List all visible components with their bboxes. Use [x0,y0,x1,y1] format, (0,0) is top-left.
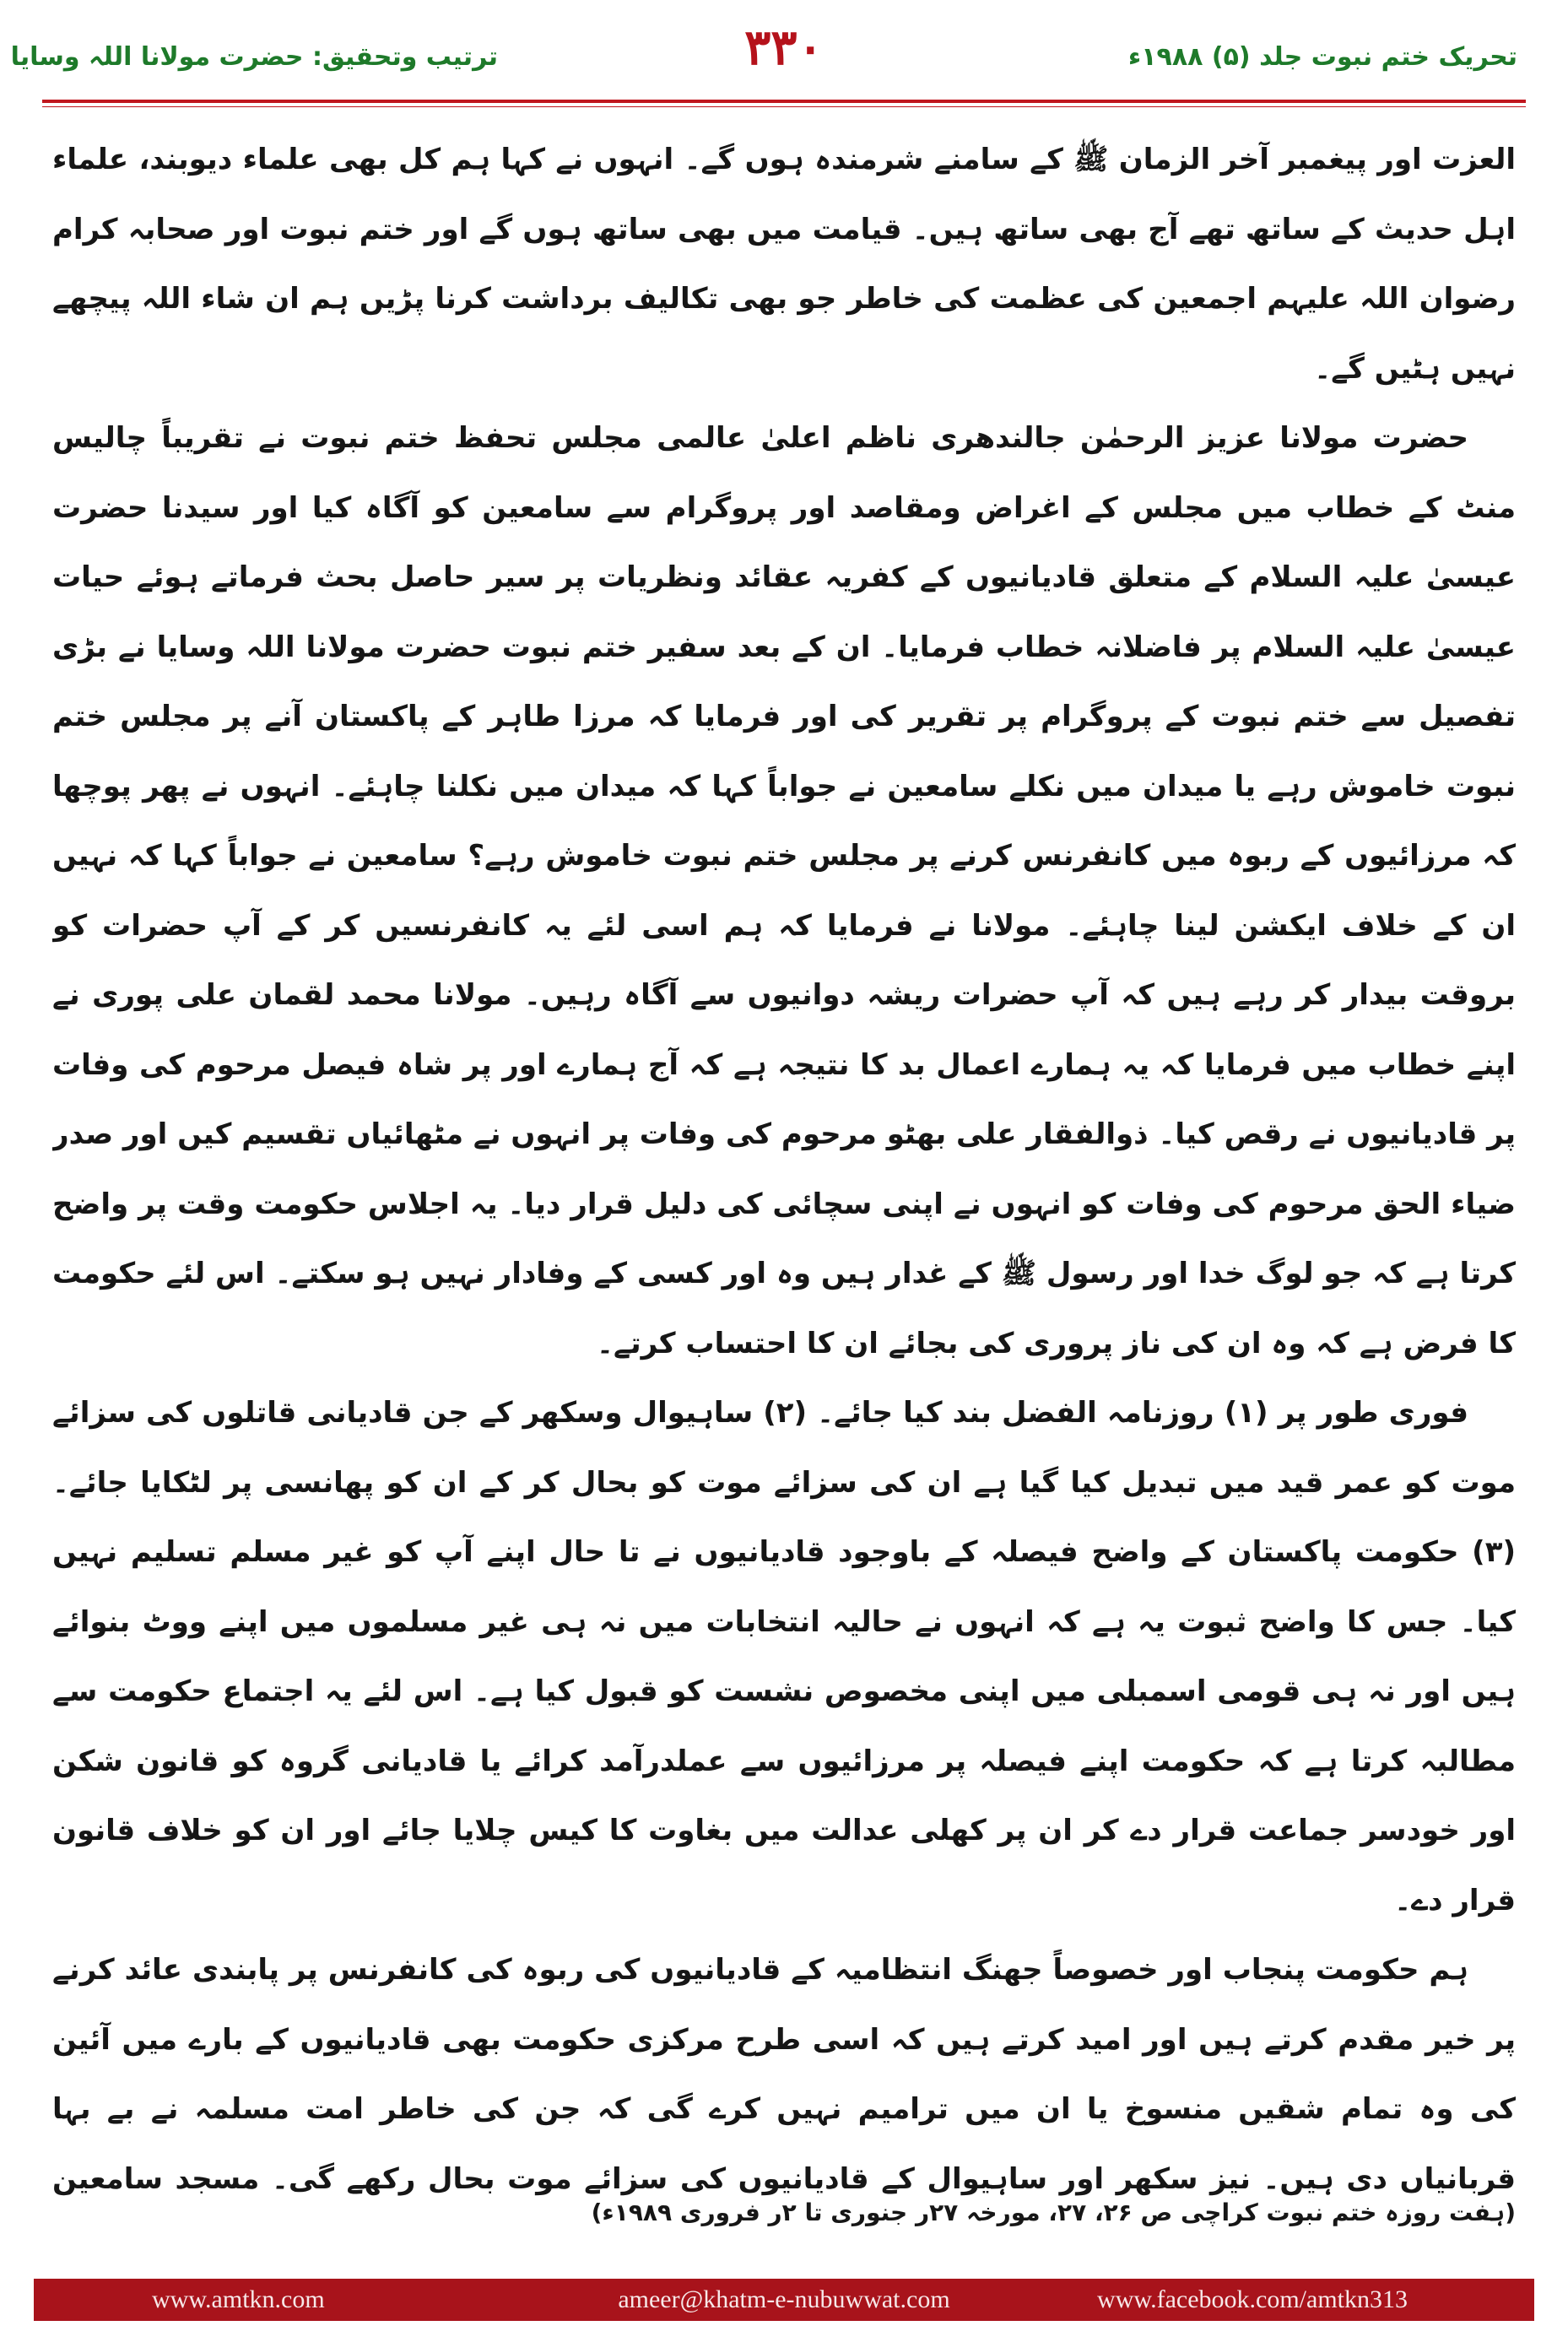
paragraph-3: فوری طور پر (۱) روزنامہ الفضل بند کیا جائے۔ (۲) ساہیوال وسکھر کے جن قادیانی قاتلوں کی سزائے موت کو عمر قید میں تبدیل کیا گیا ہے ان کی سزائے موت کو بحال کر کے ان کو پھانسی پر لٹکایا جائے۔ (۳) حکومت پاکستان کے واضح فیصلہ کے باوجود قادیانیوں نے تا حال اپنے آپ کو غیر مسلم تسلیم نہیں کیا۔ جس کا واضح ثبوت یہ ہے کہ انہوں نے حالیہ انتخابات میں نہ ہی غیر مسلموں میں اپنے ووٹ بنوائے ہیں اور نہ ہی قومی اسمبلی میں اپنی مخصوص نشست کو قبول کیا ہے۔ اس لئے یہ اجتماع حکومت سے مطالبہ کرتا ہے کہ حکومت اپنے فیصلہ پر مرزائیوں سے عملدرآمد کرائے یا قادیانی گروہ کو قانون شکن اور خودسر جماعت قرار دے کر ان پر کھلی عدالت میں بغاوت کا کیس چلایا جائے اور ان کو خلاف قانون قرار دے۔ [52,1396,1516,1917]
page-header [0,0,1568,127]
paragraph-2: حضرت مولانا عزیز الرحمٰن جالندھری ناظم اعلیٰ عالمی مجلس تحفظ ختم نبوت نے تقریباً چالیس منٹ کے خطاب میں مجلس کے اغراض ومقاصد اور پروگرام سے سامعین کو آگاہ کیا اور سیدنا حضرت عیسیٰ علیہ السلام کے متعلق قادیانیوں کے کفریہ عقائد ونظریات پر سیر حاصل بحث فرماتے ہوئے حیات عیسیٰ علیہ السلام پر فاضلانہ خطاب فرمایا۔ ان کے بعد سفیر ختم نبوت حضرت مولانا اللہ وسایا نے بڑی تفصیل سے ختم نبوت کے پروگرام پر تقریر کی اور فرمایا کہ مرزا طاہر کے پاکستان آنے پر مجلس ختم نبوت خاموش رہے یا میدان میں نکلے سامعین نے جواباً کہا کہ میدان میں نکلنا چاہئے۔ انہوں نے پھر پوچھا کہ مرزائیوں کے ربوہ میں کانفرنس کرنے پر مجلس ختم نبوت خاموش رہے؟ سامعین نے جواباً کہا کہ نہیں ان کے خلاف ایکشن لینا چاہئے۔ مولانا نے فرمایا کہ ہم اسی لئے یہ کانفرنسیں کر کے آپ حضرات کو بروقت بیدار کر رہے ہیں کہ آپ حضرات ریشہ دوانیوں سے آگاہ رہیں۔ مولانا محمد لقمان علی پوری نے اپنے خطاب میں فرمایا کہ یہ ہمارے اعمال بد کا نتیجہ ہے کہ آج ہمارے اور پر شاہ فیصل مرحوم کی وفات پر قادیانیوں نے رقص کیا۔ ذوالفقار علی بھٹو مرحوم کی وفات پر انہوں نے مٹھائیاں تقسیم کیں اور صدر ضیاء الحق مرحوم کی وفات کو انہوں نے اپنی سچائی کی دلیل قرار دیا۔ یہ اجلاس حکومت وقت پر واضح کرتا ہے کہ جو لوگ خدا اور رسول ﷺ کے غدار ہیں وہ اور کسی کے وفادار نہیں ہو سکتے۔ اس لئے حکومت کا فرض ہے کہ وہ ان کی ناز پروری کی بجائے ان کا احتساب کرتے۔ [52,421,1516,1360]
compiler-credit: ترتیب وتحقیق: حضرت مولانا اللہ وسایا [10,42,498,72]
article-body [52,125,1516,2209]
paragraph-4: ہم حکومت پنجاب اور خصوصاً جھنگ انتظامیہ کے قادیانیوں کی ربوہ کی کانفرنس پر پابندی عائد کرنے پر خیر مقدم کرتے ہیں اور امید کرتے ہیں کہ اسی طرح مرکزی حکومت بھی قادیانیوں کے بارے میں آئین کی وہ تمام شقیں منسوخ یا ان میں ترامیم نہیں کرے گی کہ جن کی خاطر امت مسلمہ نے بے بہا قربانیاں دی ہیں۔ نیز سکھر اور ساہیوال کے قادیانیوں کی سزائے موت بحال رکھے گی۔ مسجد سامعین [52,1953,1516,2196]
source-citation: (ہفت روزہ ختم نبوت کراچی ص ۲۶، ۲۷، مورخہ ۲۷ر جنوری تا ۲ر فروری ۱۹۸۹ء) [591,2199,1516,2226]
email-link[interactable]: ameer@khatm-e-nubuwwat.com [618,2285,950,2313]
page-footer [34,2279,1534,2321]
website-link[interactable]: www.amtkn.com [152,2285,325,2313]
paragraph-1: العزت اور پیغمبر آخر الزمان ﷺ کے سامنے شرمندہ ہوں گے۔ انہوں نے کہا ہم کل بھی علماء دیوبند، علماء اہل حدیث کے ساتھ تھے آج بھی ساتھ ہیں۔ قیامت میں بھی ساتھ ہوں گے اور ختم نبوت اور صحابہ کرام رضوان اللہ علیہم اجمعین کی عظمت کی خاطر جو بھی تکالیف برداشت کرنا پڑیں ہم ان شاء اللہ پیچھے نہیں ہٹیں گے۔ [52,143,1516,386]
header-divider [42,100,1526,103]
facebook-link[interactable]: www.facebook.com/amtkn313 [1097,2285,1408,2313]
page-number: ۳۳۰ [744,19,824,76]
book-title: تحریک ختم نبوت جلد (۵) ۱۹۸۸ء [1127,42,1517,72]
header-divider-thin [42,106,1526,107]
